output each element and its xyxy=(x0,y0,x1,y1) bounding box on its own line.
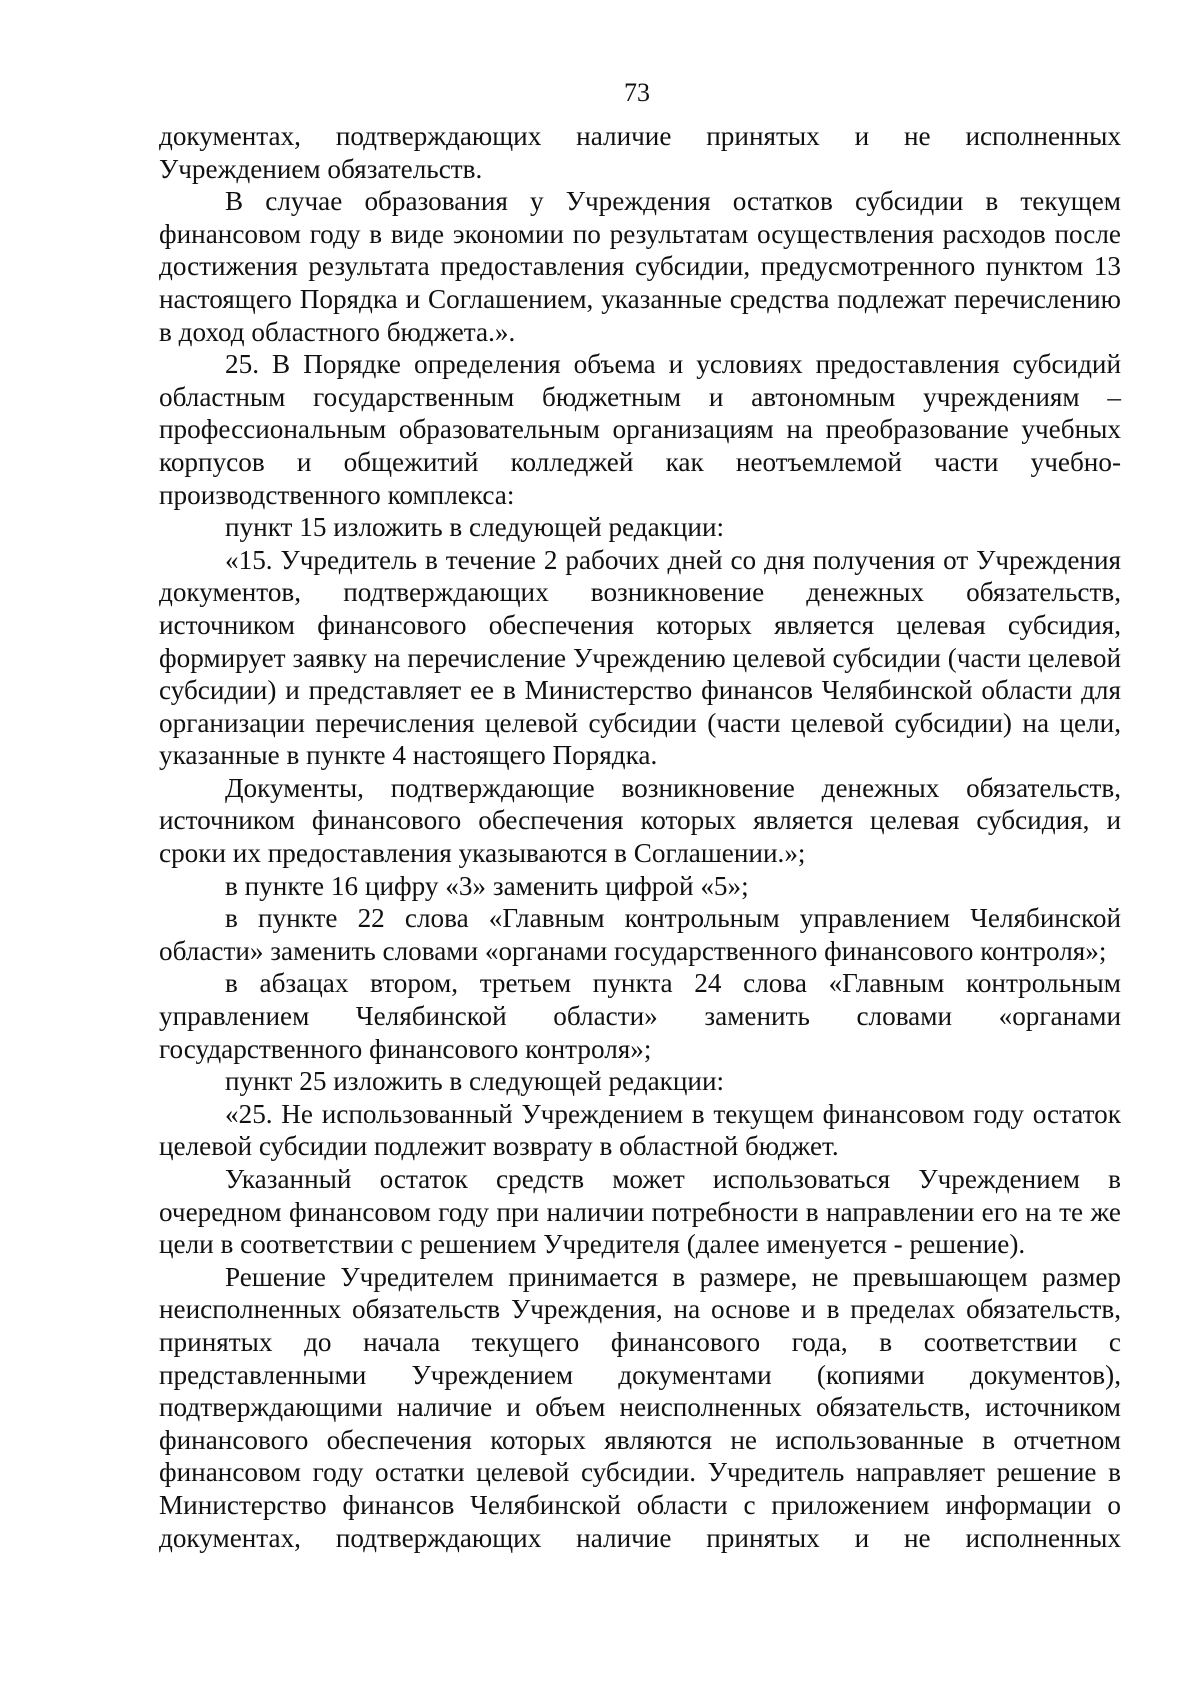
paragraph: В случае образования у Учреждения остатков субсидии в текущем финансовом году в виде экономии по результатам осуществления расходов после достижения результата предоставления субсидии, предусмотренного пунктом 13 настоящего Порядка и Соглашением, указанные средства подлежат перечислению в доход областного бюджета.». xyxy=(159,186,1121,347)
paragraph: пункт 15 изложить в следующей редакции: xyxy=(225,512,725,543)
paragraph-quoted-item-25: «25. Не использованный Учреждением в текущем финансовом году остаток целевой субсидии подлежит возврату в областной бюджет. xyxy=(159,1098,1121,1162)
paragraph-quoted-item-15: «15. Учредитель в течение 2 рабочих дней со дня получения от Учреждения документов, подтверждающих возникновение денежных обязательств, источником финансового обеспечения которых является целевая субсидия, формирует заявку на перечисление Учреждению целевой субсидии (части целевой субсидии) и представляет ее в Министерство финансов Челябинской области для организации перечисления целевой субсидии (части целевой субсидии) на цели, указанные в пункте 4 настоящего Порядка. xyxy=(159,544,1121,771)
paragraph-continuation: документах, подтверждающих наличие принятых и не исполненных Учреждением обязательств. xyxy=(159,121,1121,184)
paragraph: в пункте 22 слова «Главным контрольным управлением Челябинской области» заменить словами «органами государственного финансового контроля»; xyxy=(159,903,1121,966)
paragraph-continues-next-page: Решение Учредителем принимается в размере, не превышающем размер неисполненных обязательств Учреждения, на основе и в пределах обязательств, принятых до начала текущего финансового года, в соответствии с представленными Учреждением документами (копиями документов), подтверждающими наличие и объем неисполненных обязательств, источником финансового обеспечения которых являются не использованные в отчетном финансовом году остатки целевой субсидии. Учредитель направляет решение в Министерство финансов Челябинской области с приложением информации о документах, подтверждающих наличие принятых и не исполненных xyxy=(159,1261,1121,1553)
paragraph: Указанный остаток средств может использоваться Учреждением в очередном финансовом году при наличии потребности в направлении его на те же цели в соответствии с решением Учредителя (далее именуется - решение). xyxy=(159,1164,1121,1260)
paragraph-item-25: 25. В Порядке определения объема и условиях предоставления субсидий областным государственным бюджетным и автономным учреждениям – профессиональным образовательным организациям на преобразование учебных корпусов и общежитий колледжей как неотъемлемой части учебно-производственного комплекса: xyxy=(159,349,1121,510)
paragraph: пункт 25 изложить в следующей редакции: xyxy=(225,1066,725,1097)
paragraph: Документы, подтверждающие возникновение денежных обязательств, источником финансового обеспечения которых является целевая субсидия, и сроки их предоставления указываются в Соглашении.»; xyxy=(159,772,1121,869)
page-number: 73 xyxy=(624,78,650,107)
document-body xyxy=(159,120,1121,1554)
paragraph: в пункте 16 цифру «3» заменить цифрой «5»; xyxy=(225,870,749,901)
paragraph: в абзацах втором, третьем пункта 24 слова «Главным контрольным управлением Челябинской области» заменить словами «органами государственного финансового контроля»; xyxy=(159,968,1121,1064)
